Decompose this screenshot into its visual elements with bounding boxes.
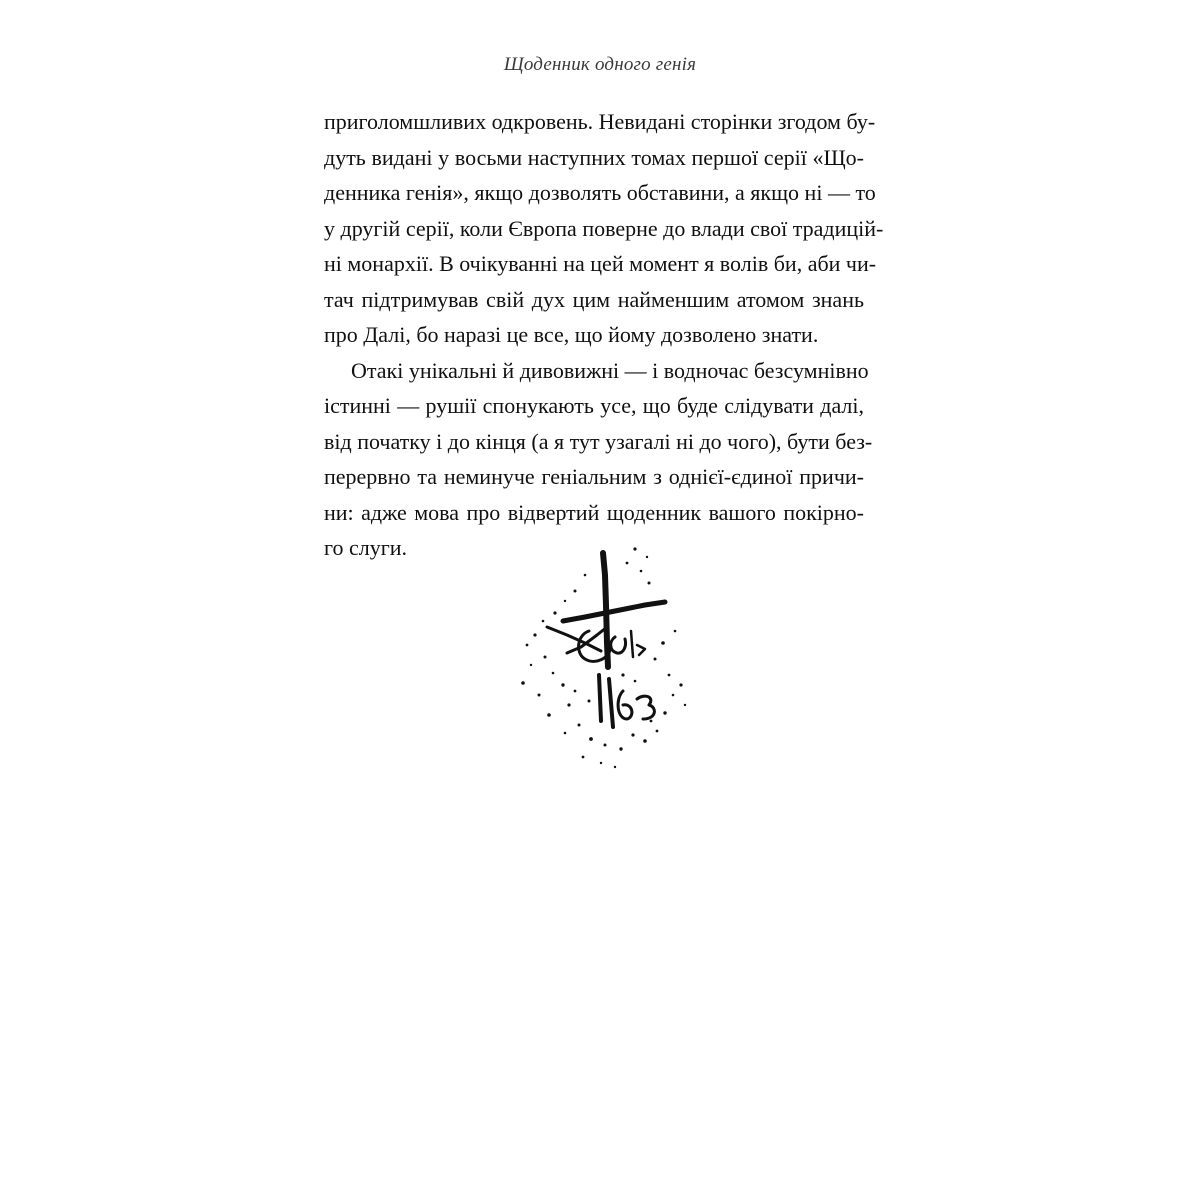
ink-dot (533, 633, 536, 636)
body-text (324, 104, 884, 566)
ink-dot (530, 664, 532, 666)
ink-dot (564, 600, 566, 602)
ink-dot (650, 720, 653, 723)
ink-dot (634, 680, 637, 683)
ink-dot (604, 744, 607, 747)
ink-dot (640, 570, 643, 573)
ink-dot (578, 724, 581, 727)
ink-dot (526, 644, 529, 647)
signature-stroke (631, 631, 633, 657)
signature-stroke (563, 602, 665, 621)
ink-dot (542, 620, 545, 623)
ink-dot (663, 711, 666, 714)
signature-stroke (603, 553, 608, 667)
signature-stroke (637, 645, 645, 655)
running-head: Щоденник одного генія (503, 54, 697, 75)
ink-dot (553, 611, 556, 614)
signature-stroke (611, 637, 626, 653)
ink-dot (588, 700, 591, 703)
paragraph-line: перервно та неминуче геніальним з однієї-єдиної причи- (324, 464, 864, 489)
ink-dot (589, 737, 593, 741)
ink-dot (626, 562, 629, 565)
paragraph-line: денника генія», якщо дозволять обставини, а якщо ні — то (324, 180, 876, 205)
ink-dot (538, 694, 541, 697)
signature-stroke (618, 691, 632, 719)
signature-stroke (637, 696, 654, 719)
ink-dot (633, 547, 636, 550)
paragraph-line: дуть видані у восьми наступних томах першої серії «Що- (324, 144, 864, 170)
ink-dot (674, 630, 677, 633)
paragraph-line: тач підтримував свій дух цим найменшим атомом знань (324, 286, 864, 312)
ink-dot (567, 703, 570, 706)
ink-dot (582, 756, 585, 759)
ink-dot (614, 766, 616, 768)
signature-stroke (609, 679, 613, 727)
ink-dot (661, 641, 665, 645)
dali-signature-image (505, 535, 705, 775)
ink-dot (646, 556, 648, 558)
paragraph-line: про Далі, бо наразі це все, що йому дозволено знати. (324, 322, 819, 347)
ink-dot (654, 658, 657, 661)
ink-dot (544, 656, 547, 659)
ink-dot (643, 739, 647, 743)
paragraph-line: го слуги. (324, 535, 408, 560)
paragraph-line: у другій серії, коли Європа поверне до влади свої традицій- (324, 215, 884, 241)
ink-dot (574, 690, 577, 693)
ink-dot (552, 672, 555, 675)
ink-dot (547, 713, 551, 717)
ink-dot (564, 732, 567, 735)
paragraph-line: приголомшливих одкровень. Невидані сторінки згодом бу- (324, 109, 876, 134)
ink-dot (684, 704, 686, 706)
ink-dot (672, 694, 675, 697)
ink-dot (584, 574, 587, 577)
signature-stroke (599, 675, 601, 721)
ink-dot (668, 674, 671, 677)
ink-dot (619, 747, 622, 750)
ink-dot (679, 683, 682, 686)
paragraph-line: ні монархії. В очікуванні на цей момент я волів би, аби чи- (324, 251, 877, 276)
ink-dot (561, 683, 564, 686)
paragraph-line: ни: адже мова про відвертий щоденник вашого покірно- (324, 499, 864, 525)
ink-dot (521, 681, 525, 685)
ink-dot (648, 582, 651, 585)
paragraph-line: істинні — рушії спонукають усе, що буде слідувати далі, (324, 393, 864, 418)
ink-dot (600, 762, 602, 764)
ink-dot (631, 733, 634, 736)
ink-dot (574, 590, 577, 593)
ink-dot (621, 673, 624, 676)
paragraph-line: Отакі унікальні й дивовижні — і водночас безсумнівно (351, 357, 869, 383)
paragraph-line: від початку і до кінця (а я тут узагалі ні до чого), бути без- (324, 428, 873, 454)
ink-dot (656, 730, 659, 733)
